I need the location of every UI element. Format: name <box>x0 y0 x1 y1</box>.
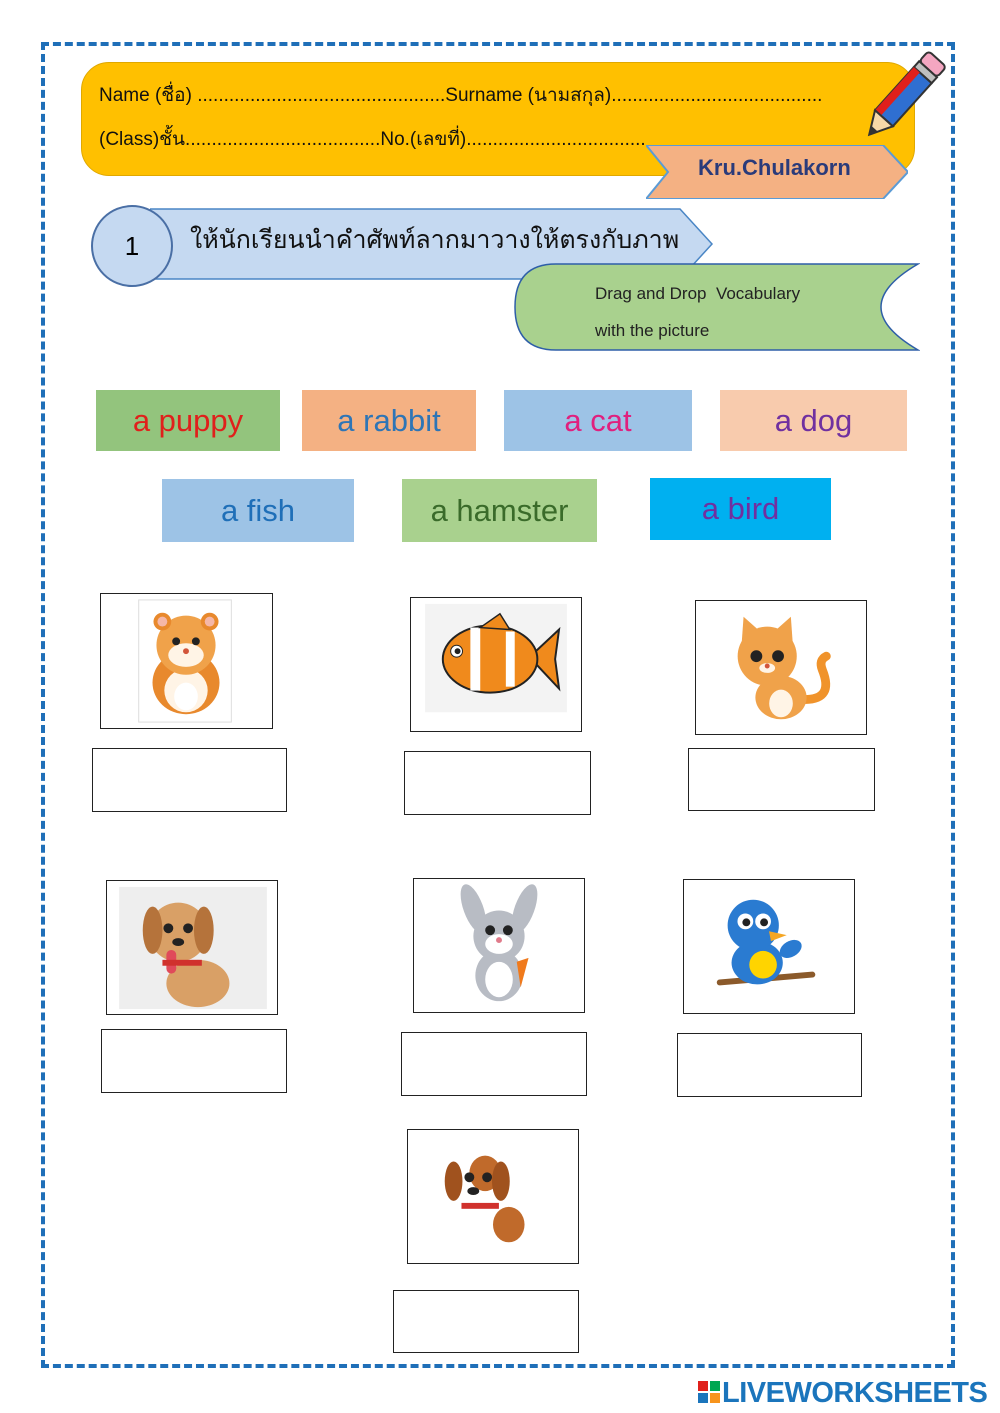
hamster-picture <box>100 593 273 729</box>
word-chip-a-fish[interactable] <box>162 479 354 542</box>
cat-picture <box>695 600 867 735</box>
word-chip-a-rabbit[interactable] <box>302 390 476 451</box>
name-surname-line: Name (ชื่อ) ...............................................Surname (นามสกุล)........................................ <box>99 85 823 106</box>
dog-picture <box>407 1129 579 1264</box>
word-chip-label: a fish <box>220 492 296 528</box>
instruction-thai: ให้นักเรียนนำคำศัพท์ลากมาวางให้ตรงกับภาพ <box>190 226 680 254</box>
step-number: 1 <box>91 205 173 287</box>
word-chip-a-hamster[interactable] <box>402 479 597 542</box>
word-chip-label: a bird <box>701 491 780 526</box>
word-chip-a-bird[interactable] <box>650 478 831 540</box>
class-number-line: (Class)ชั้น.....................................No.(เลขที่).................................. <box>99 129 646 150</box>
teacher-name: Kru.Chulakorn <box>698 155 851 180</box>
word-chip-label: a dog <box>774 402 853 438</box>
bird-picture <box>683 879 855 1014</box>
word-chip-label: a cat <box>564 402 632 438</box>
liveworksheets-logo-icon <box>698 1381 720 1405</box>
puppy-picture <box>106 880 278 1015</box>
answer-slot[interactable] <box>401 1032 587 1096</box>
word-chip-a-puppy[interactable] <box>96 390 280 451</box>
answer-slot[interactable] <box>101 1029 287 1093</box>
fish-picture <box>410 597 582 732</box>
instruction-english <box>595 275 800 349</box>
rabbit-picture <box>413 878 585 1013</box>
word-chip-a-dog[interactable] <box>720 390 907 451</box>
word-chip-a-cat[interactable] <box>504 390 692 451</box>
word-chip-label: a rabbit <box>337 402 441 438</box>
answer-slot[interactable] <box>688 748 875 811</box>
word-chip-label: a hamster <box>430 492 569 528</box>
answer-slot[interactable] <box>393 1290 579 1353</box>
answer-slot[interactable] <box>92 748 287 812</box>
pencil-icon <box>858 44 950 148</box>
word-chip-label: a puppy <box>132 402 244 438</box>
liveworksheets-brand[interactable]: LIVEWORKSHEETS <box>722 1377 988 1409</box>
instruction-english-line1: Drag and Drop Vocabulary <box>595 284 801 303</box>
answer-slot[interactable] <box>677 1033 862 1097</box>
instruction-english-line2: with the picture <box>595 321 710 340</box>
answer-slot[interactable] <box>404 751 591 815</box>
